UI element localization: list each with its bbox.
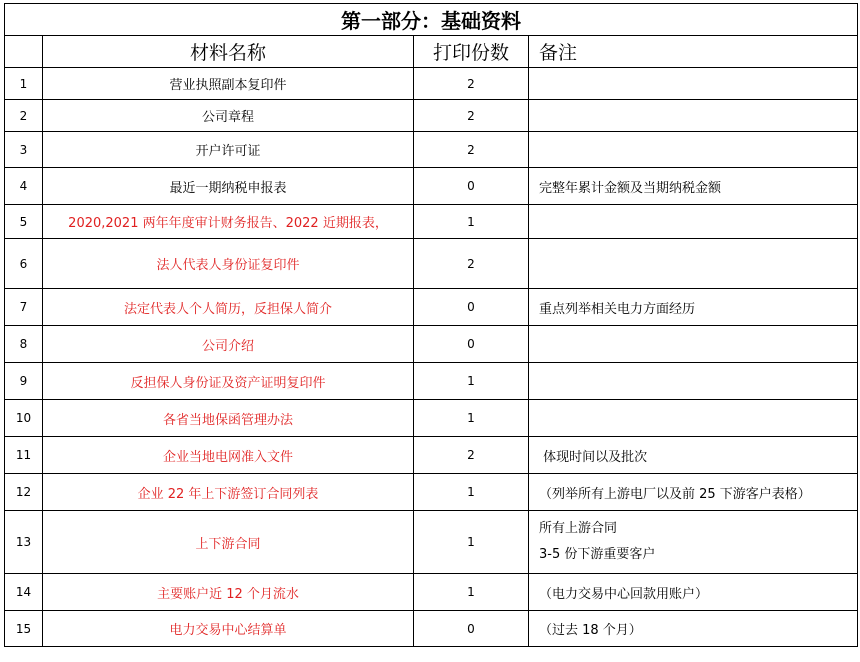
print-count: 0 <box>414 611 529 647</box>
header-row <box>5 36 858 68</box>
remark: 完整年累计金额及当期纳税金额 <box>529 168 858 205</box>
materials-table <box>4 3 858 647</box>
remark <box>529 363 858 400</box>
print-count: 0 <box>414 168 529 205</box>
print-count: 0 <box>414 326 529 363</box>
remark: （电力交易中心回款用账户） <box>529 574 858 611</box>
header-index <box>5 36 43 68</box>
table-row <box>5 68 858 100</box>
material-name: 电力交易中心结算单 <box>43 611 414 647</box>
material-name: 各省当地保函管理办法 <box>43 400 414 437</box>
row-number: 6 <box>5 239 43 289</box>
table-row <box>5 326 858 363</box>
row-number: 8 <box>5 326 43 363</box>
remark <box>529 326 858 363</box>
row-number: 2 <box>5 100 43 132</box>
row-number: 12 <box>5 474 43 511</box>
remark <box>529 132 858 168</box>
print-count: 0 <box>414 289 529 326</box>
table-row <box>5 100 858 132</box>
table-row <box>5 437 858 474</box>
table-row <box>5 239 858 289</box>
remark <box>529 100 858 132</box>
remark: 重点列举相关电力方面经历 <box>529 289 858 326</box>
table-row <box>5 132 858 168</box>
material-name: 反担保人身份证及资产证明复印件 <box>43 363 414 400</box>
material-name: 法人代表人身份证复印件 <box>43 239 414 289</box>
print-count: 1 <box>414 511 529 574</box>
remark <box>529 68 858 100</box>
remark-line: 所有上游合同 <box>539 521 618 536</box>
table-row <box>5 168 858 205</box>
row-number: 3 <box>5 132 43 168</box>
header-name: 材料名称 <box>43 36 414 68</box>
page-title: 第一部分：基础资料 <box>5 4 858 36</box>
remark: （列举所有上游电厂以及前 25 下游客户表格） <box>529 474 858 511</box>
material-name: 企业 22 年上下游签订合同列表 <box>43 474 414 511</box>
material-name: 开户许可证 <box>43 132 414 168</box>
remark: 体现时间以及批次 <box>529 437 858 474</box>
row-number: 14 <box>5 574 43 611</box>
print-count: 1 <box>414 574 529 611</box>
print-count: 1 <box>414 400 529 437</box>
table-row <box>5 511 858 574</box>
material-name: 最近一期纳税申报表 <box>43 168 414 205</box>
print-count: 2 <box>414 437 529 474</box>
material-name: 法定代表人个人简历，反担保人简介 <box>43 289 414 326</box>
table-row <box>5 611 858 647</box>
remark <box>529 400 858 437</box>
remark-line: 3-5 份下游重要客户 <box>539 547 656 562</box>
table-row <box>5 289 858 326</box>
row-number: 15 <box>5 611 43 647</box>
row-number: 10 <box>5 400 43 437</box>
remark: （过去 18 个月） <box>529 611 858 647</box>
remark <box>529 511 858 574</box>
row-number: 7 <box>5 289 43 326</box>
print-count: 2 <box>414 68 529 100</box>
material-name: 企业当地电网准入文件 <box>43 437 414 474</box>
print-count: 2 <box>414 239 529 289</box>
table-row <box>5 363 858 400</box>
remark <box>529 205 858 239</box>
header-count: 打印份数 <box>414 36 529 68</box>
print-count: 2 <box>414 100 529 132</box>
print-count: 1 <box>414 205 529 239</box>
print-count: 2 <box>414 132 529 168</box>
material-name: 公司介绍 <box>43 326 414 363</box>
row-number: 11 <box>5 437 43 474</box>
row-number: 13 <box>5 511 43 574</box>
print-count: 1 <box>414 474 529 511</box>
print-count: 1 <box>414 363 529 400</box>
material-name: 营业执照副本复印件 <box>43 68 414 100</box>
material-name: 2020,2021 两年年度审计财务报告、2022 近期报表， <box>43 205 414 239</box>
remark <box>529 239 858 289</box>
row-number: 5 <box>5 205 43 239</box>
row-number: 4 <box>5 168 43 205</box>
header-note: 备注 <box>529 36 858 68</box>
material-name: 上下游合同 <box>43 511 414 574</box>
table-row <box>5 205 858 239</box>
table-row <box>5 400 858 437</box>
material-name: 公司章程 <box>43 100 414 132</box>
table-row <box>5 574 858 611</box>
table-row <box>5 474 858 511</box>
row-number: 9 <box>5 363 43 400</box>
material-name: 主要账户近 12 个月流水 <box>43 574 414 611</box>
row-number: 1 <box>5 68 43 100</box>
